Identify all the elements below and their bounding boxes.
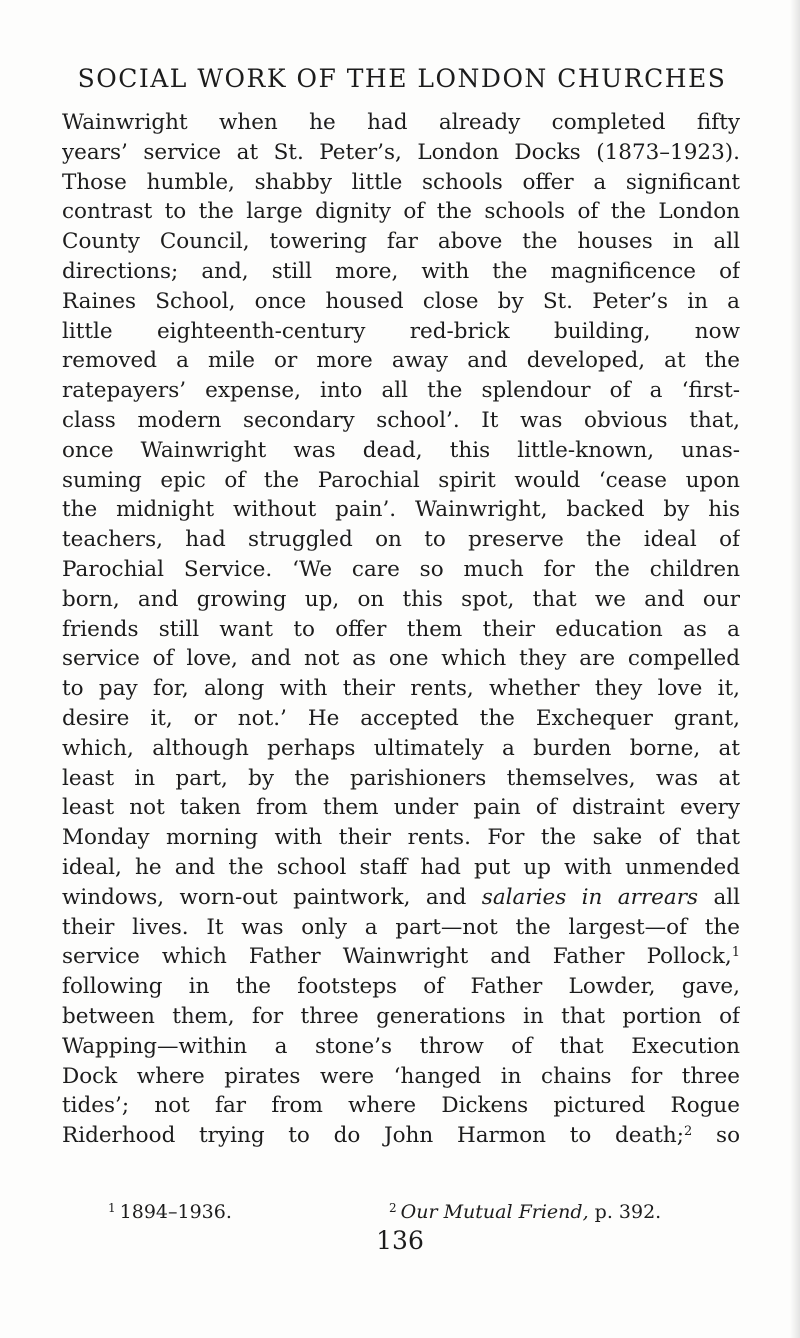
text-line: their lives. It was only a part—not the largest—of the [62, 914, 740, 940]
text-line: friends still want to offer them their education as a [62, 616, 740, 642]
text-line: directions; and, still more, with the magnificence of [62, 258, 740, 284]
text-line: Wainwright when he had already completed fifty [62, 110, 740, 135]
text-line: once Wainwright was dead, this little-known, unas- [62, 437, 740, 463]
text-line: little eighteenth-century red-brick building, now [62, 318, 740, 344]
text-line: to pay for, along with their rents, whether they love it, [62, 676, 740, 702]
text-line: service of love, and not as one which they are compelled [62, 646, 740, 672]
text-line-with-footnote-ref [62, 1121, 740, 1151]
text-line: desire it, or not.’ He accepted the Exchequer grant, [62, 705, 740, 731]
footnote-1-marker: 1 [108, 1201, 116, 1215]
footnote-ref-2: 2 [684, 1124, 693, 1140]
footnote-2-text: p. 392. [594, 1201, 662, 1223]
text-segment: all [713, 884, 740, 910]
text-line: removed a mile or more away and developed, at the [62, 348, 740, 374]
text-line: Dock where pirates were ‘hanged in chains for three [62, 1063, 740, 1089]
text-line: class modern secondary school’. It was obvious that, [62, 407, 740, 433]
text-line: Parochial Service. ‘We care so much for the children [62, 556, 740, 582]
footnote-1-text: 1894–1936. [119, 1201, 232, 1223]
footnote-2 [389, 1201, 661, 1223]
text-line: following in the footsteps of Father Lowder, gave, [62, 974, 740, 1000]
page-edge-shadow [790, 0, 800, 1338]
text-line: ratepayers’ expense, into all the splendour of a ‘first- [62, 378, 740, 404]
text-line: least not taken from them under pain of distraint every [62, 795, 740, 821]
text-line: Those humble, shabby little schools offer a significant [62, 169, 740, 195]
text-line: Wapping—within a stone’s throw of that Execution [62, 1033, 740, 1059]
text-segment: service which Father Wainwright and Father Pollock, [62, 944, 732, 970]
running-head: SOCIAL WORK OF THE LONDON CHURCHES [77, 64, 727, 93]
text-line: suming epic of the Parochial spirit would ‘cease upon [62, 467, 740, 493]
text-line: born, and growing up, on this spot, that we and our [62, 586, 740, 612]
footnote-2-marker: 2 [389, 1201, 397, 1215]
text-line: teachers, had struggled on to preserve the ideal of [62, 527, 740, 553]
footnote-2-title: Our Mutual Friend, [400, 1201, 589, 1223]
text-line-with-footnote-ref [62, 942, 740, 972]
footnote-1 [108, 1201, 232, 1223]
text-line: years’ service at St. Peter’s, London Docks (1873–1923). [62, 139, 740, 165]
text-line: which, although perhaps ultimately a burden borne, at [62, 735, 740, 761]
text-line: Raines School, once housed close by St. Peter’s in a [62, 288, 740, 314]
text-line: tides’; not far from where Dickens pictured Rogue [62, 1093, 740, 1119]
text-line: Monday morning with their rents. For the sake of that [62, 825, 740, 851]
text-line: least in part, by the parishioners themselves, was at [62, 765, 740, 791]
text-line: County Council, towering far above the houses in all [62, 229, 740, 255]
text-line: the midnight without pain’. Wainwright, backed by his [62, 497, 740, 523]
text-segment: Riderhood trying to do John Harmon to death; [62, 1123, 685, 1149]
text-line: contrast to the large dignity of the schools of the London [62, 199, 740, 225]
text-line: ideal, he and the school staff had put up with unmended [62, 854, 740, 880]
footnote-ref-1: 1 [731, 945, 740, 961]
page-number: 136 [376, 1226, 424, 1255]
text-segment: windows, worn-out paintwork, and [62, 884, 467, 910]
text-line-with-italics [62, 883, 740, 913]
body-text [62, 108, 740, 1151]
text-segment: so [716, 1123, 740, 1149]
italic-phrase: salaries in arrears [481, 884, 699, 910]
text-line: between them, for three generations in that portion of [62, 1003, 740, 1029]
